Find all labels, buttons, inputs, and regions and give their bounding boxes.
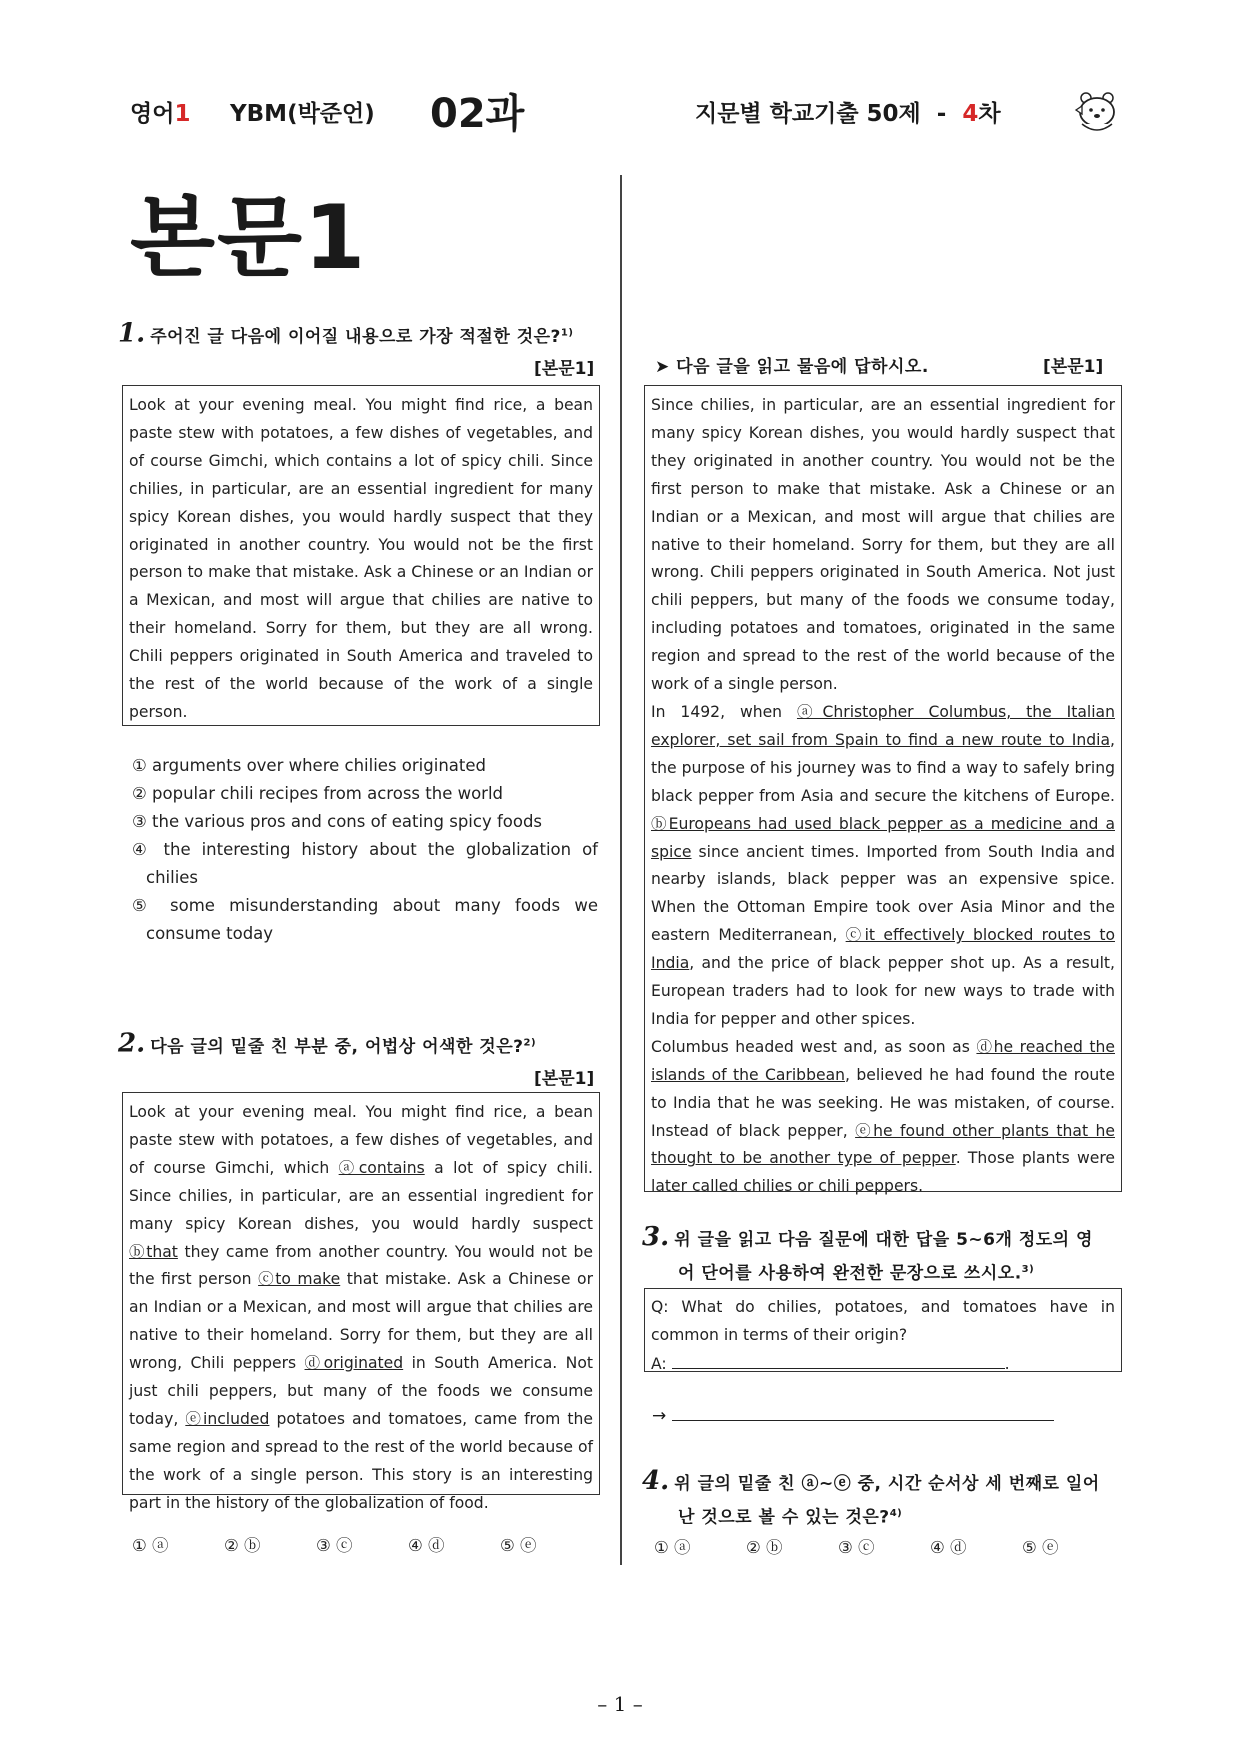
subject-label: 영어1 <box>130 101 191 127</box>
instruction-text: ➤ 다음 글을 읽고 물음에 답하시오. <box>655 357 929 377</box>
question-2-header <box>118 1028 598 1062</box>
answer-option[interactable]: ① ⓐ <box>654 1538 691 1557</box>
publisher-label: YBM(박준언) <box>230 101 375 127</box>
q3-answer-line: A: . <box>651 1350 1115 1379</box>
answer-option[interactable]: ③ ⓒ <box>838 1538 875 1557</box>
column-divider <box>620 175 622 1565</box>
question-prompt-cont: 난 것으로 볼 수 있는 것은?$^{4)}$ <box>678 1507 903 1528</box>
underline-a: ⓐcontains <box>338 1158 425 1177</box>
source-tag: [본문1] <box>534 359 595 379</box>
passage-box: Look at your evening meal. You might find rice, a bean paste stew with potatoes, a few dishes of vegetables, and of course Gimchi, which ⓐcontains a lot of spicy chili. Since chilies, in particular, are an essential ingredient for many spicy Korean dishes, you would hardly suspect ⓑthat they came from another country. You would not be the first person ⓒto make that mistake. Ask a Chinese or an Indian or a Mexican, and most will argue that chilies are native to their homeland. Sorry for them, but they are all wrong, Chili peppers ⓓoriginated in South America. Not just chili peppers, but many of the foods we consume today, ⓔincluded potatoes and tomatoes, came from the same region and spread to the rest of the world because of the work of a single person. This story is an interesting part in the history of the globalization of food. <box>122 1092 600 1495</box>
question-3-header <box>642 1222 1127 1289</box>
choice-5-cont[interactable]: consume today <box>146 924 274 943</box>
underline-d: ⓓhe reached the islands of the Caribbean <box>651 1037 1115 1084</box>
question-prompt: 주어진 글 다음에 이어질 내용으로 가장 적절한 것은?$^{1)}$ <box>150 326 574 347</box>
main-passage-box: Since chilies, in particular, are an essential ingredient for many spicy Korean dishes, you would hardly suspect that they originated in another country. You would not be the first person to make that mistake. Ask a Chinese or an Indian or a Mexican, and most will argue that chilies are native to their homeland. Sorry for them, but they are all wrong. Chili peppers originated in South America. Not just chili peppers, but many of the foods we consume today, including potatoes and tomatoes, originated in the same region and spread to the rest of the world because of the work of a single person. In 1492, when ⓐChristopher Columbus, the Italian explorer, set sail from Spain to find a new route to India, the purpose of his journey was to find a way to safely bring black pepper from Asia and secure the kitchens of Europe. ⓑEuropeans had used black pepper as a medicine and a spice since ancient times. Imported from South India and nearby islands, black pepper was an expensive spice. When the Ottoman Empire took over Asia Minor and the eastern Mediterranean, ⓒit effectively blocked routes to India, and the price of black pepper shot up. As a result, European traders had to look for new ways to trade with India for pepper and other spices. Columbus headed west and, as soon as ⓓhe reached the islands of the Caribbean, believed he had found the route to India that he was seeking. He was mistaken, of course. Instead of black pepper, ⓔhe found other plants that he thought to be another type of pepper. Those plants were later called chilies or chili peppers. <box>644 385 1122 1192</box>
underline-d: ⓓoriginated <box>304 1354 404 1373</box>
question-number: 3. <box>642 1222 670 1252</box>
choice-list <box>132 752 598 948</box>
rewrite-blank[interactable] <box>672 1402 1054 1421</box>
answer-option[interactable]: ⑤ ⓔ <box>500 1536 537 1555</box>
answer-blank[interactable] <box>672 1350 1005 1369</box>
choice-1[interactable]: ① arguments over where chilies originated <box>132 756 486 775</box>
q3-question: Q: What do chilies, potatoes, and tomatoes have in common in terms of their origin? <box>651 1298 1115 1344</box>
choice-3[interactable]: ③ the various pros and cons of eating spicy foods <box>132 812 543 831</box>
answer-option[interactable]: ④ ⓓ <box>930 1538 967 1557</box>
answer-option[interactable]: ⑤ ⓔ <box>1022 1538 1059 1557</box>
question-1-header <box>118 318 598 352</box>
section-title: 본문1 <box>130 186 368 289</box>
source-tag: [본문1] <box>534 1069 595 1089</box>
source-tag: [본문1] <box>1043 357 1104 377</box>
rewrite-line: → <box>652 1402 1054 1426</box>
answer-option[interactable]: ② ⓑ <box>746 1538 783 1557</box>
underline-e: ⓔhe found other plants that he thought to be another type of pepper <box>651 1121 1115 1168</box>
answer-options <box>654 1534 1114 1558</box>
passage-box: Look at your evening meal. You might find rice, a bean paste stew with potatoes, a few dishes of vegetables, and of course Gimchi, which contains a lot of spicy chili. Since chilies, in particular, are an essential ingredient for many spicy Korean dishes, you would hardly suspect that they originated in another country. You would not be the first person to make that mistake. Ask a Chinese or an Indian or a Mexican, and most will argue that chilies are native to their homeland. Sorry for them, but they are all wrong. Chili peppers originated in South America and traveled to the rest of the world because of the work of a single person. <box>122 385 600 726</box>
lesson-number: 02과 <box>430 91 525 137</box>
choice-4[interactable]: ④ the interesting history about the globalization of <box>132 840 598 859</box>
bear-mascot-icon <box>1070 86 1122 138</box>
answer-option[interactable]: ② ⓑ <box>224 1536 261 1555</box>
answer-option[interactable]: ④ ⓓ <box>408 1536 445 1555</box>
question-prompt: 위 글을 읽고 다음 질문에 대한 답을 5~6개 정도의 영 <box>674 1230 1093 1250</box>
underline-c: ⓒit effectively blocked routes to India <box>651 926 1115 973</box>
question-number: 1. <box>118 318 146 349</box>
exam-title: 지문별 학교기출 50제 - 4차 <box>695 101 1001 127</box>
choice-4-cont[interactable]: chilies <box>146 868 199 887</box>
question-number: 2. <box>118 1028 146 1059</box>
underline-e: ⓔincluded <box>185 1409 270 1428</box>
underline-a: ⓐChristopher Columbus, the Italian explorer, set sail from Spain to find a new route to India <box>651 702 1115 749</box>
question-number: 4. <box>642 1466 670 1496</box>
qa-box <box>644 1288 1122 1372</box>
question-prompt: 다음 글의 밑줄 친 부분 중, 어법상 어색한 것은?$^{2)}$ <box>150 1036 537 1057</box>
answer-option[interactable]: ① ⓐ <box>132 1536 169 1555</box>
answer-options <box>132 1532 592 1556</box>
question-4-header <box>642 1466 1127 1533</box>
question-prompt: 위 글의 밑줄 친 ⓐ~ⓔ 중, 시간 순서상 세 번째로 일어 <box>674 1474 1100 1494</box>
choice-5[interactable]: ⑤ some misunderstanding about many foods we <box>132 896 598 915</box>
underline-b: ⓑthat <box>129 1242 178 1261</box>
answer-option[interactable]: ③ ⓒ <box>316 1536 353 1555</box>
choice-2[interactable]: ② popular chili recipes from across the world <box>132 784 504 803</box>
underline-c: ⓒto make <box>258 1270 341 1289</box>
underline-b: ⓑEuropeans had used black pepper as a medicine and a spice <box>651 814 1115 861</box>
question-prompt-cont: 어 단어를 사용하여 완전한 문장으로 쓰시오.$^{3)}$ <box>678 1263 1035 1284</box>
page-number: – 1 – <box>597 1692 643 1716</box>
